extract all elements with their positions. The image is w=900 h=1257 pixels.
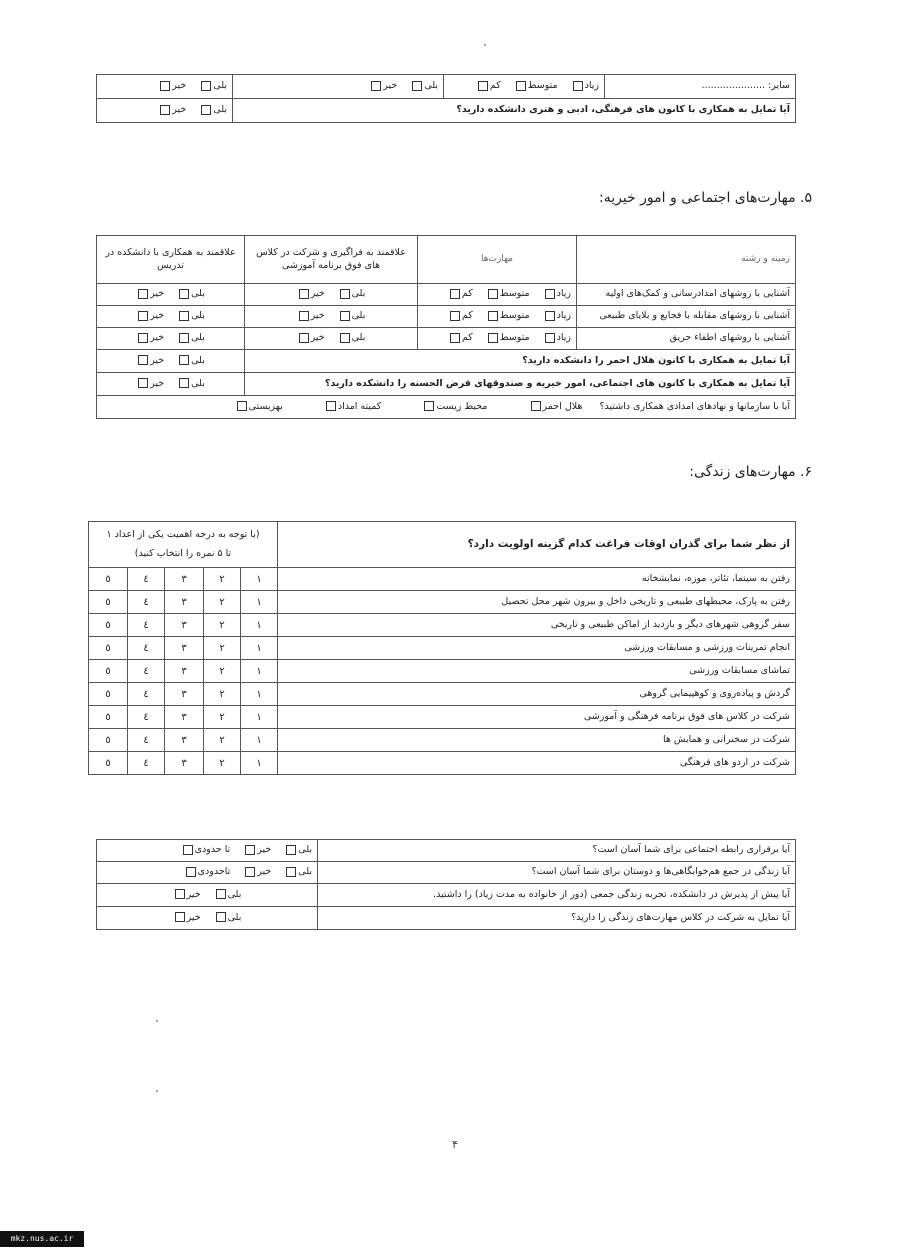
other-cell: سایر: ..................... bbox=[605, 75, 796, 99]
yes-no-options: بلی خیر bbox=[97, 373, 245, 396]
score-2[interactable]: ۲ bbox=[204, 729, 241, 752]
orgs-question-cell: آیا با سازمانها و نهادهای امدادی همکاری داشتید؟ هلال احمر محیط زیست کمیته امداد بهزیستی bbox=[97, 396, 796, 419]
score-1[interactable]: ۱ bbox=[241, 752, 278, 775]
activity-label: رفتن به سینما، تئاتر، موزه، نمایشخانه bbox=[278, 568, 796, 591]
question-cell: آیا تمایل به همکاری با کانون هلال احمر را دانشکده دارید؟ bbox=[245, 350, 796, 373]
row-label: آشنایی با روشهای اطفاء حریق bbox=[577, 328, 796, 350]
checkbox[interactable] bbox=[160, 81, 170, 91]
checkbox[interactable] bbox=[488, 333, 498, 343]
section-5-title: ۵. مهارت‌های اجتماعی و امور خیریه: bbox=[598, 190, 812, 206]
score-5[interactable]: ٥ bbox=[89, 568, 128, 591]
score-4[interactable]: ٤ bbox=[128, 614, 165, 637]
score-3[interactable]: ۳ bbox=[165, 568, 204, 591]
checkbox[interactable] bbox=[340, 289, 350, 299]
level-options: زیاد متوسط کم bbox=[418, 306, 577, 328]
score-3[interactable]: ۳ bbox=[165, 729, 204, 752]
score-2[interactable]: ۲ bbox=[204, 706, 241, 729]
scan-speck bbox=[484, 44, 486, 46]
section-6-title: ۶. مهارت‌های زندگی: bbox=[689, 464, 812, 480]
top-table bbox=[96, 74, 796, 123]
checkbox[interactable] bbox=[299, 289, 309, 299]
header-field: زمینه و رشته bbox=[577, 236, 796, 284]
score-2[interactable]: ۲ bbox=[204, 683, 241, 706]
header-learn: علاقمند به فراگیری و شرکت در کلاس های فوق برنامه آموزشی bbox=[245, 236, 418, 284]
score-1[interactable]: ۱ bbox=[241, 729, 278, 752]
question-cell: آیا پیش از پذیرش در دانشکده، تجربه زندگی جمعی (دور از خانواده به مدت زیاد) را داشتید. bbox=[318, 884, 796, 907]
score-2[interactable]: ۲ bbox=[204, 752, 241, 775]
activity-label: تماشای مسابقات ورزشی bbox=[278, 660, 796, 683]
question-cell: آیا تمایل به شرکت در کلاس مهارت‌های زندگی را دارید؟ bbox=[318, 907, 796, 930]
three-options: بلی خیر تا حدودی bbox=[97, 840, 318, 862]
yes-no-options: بلی خیر bbox=[97, 907, 318, 930]
checkbox[interactable] bbox=[424, 401, 434, 411]
score-3[interactable]: ۳ bbox=[165, 591, 204, 614]
checkbox[interactable] bbox=[216, 889, 226, 899]
yes-no-options: بلی خیر bbox=[245, 284, 418, 306]
level-options: زیاد متوسط کم bbox=[418, 284, 577, 306]
checkbox[interactable] bbox=[286, 845, 296, 855]
checkbox[interactable] bbox=[245, 867, 255, 877]
checkbox[interactable] bbox=[286, 867, 296, 877]
checkbox[interactable] bbox=[138, 289, 148, 299]
score-4[interactable]: ٤ bbox=[128, 591, 165, 614]
score-4[interactable]: ٤ bbox=[128, 752, 165, 775]
checkbox[interactable] bbox=[179, 355, 189, 365]
checkbox[interactable] bbox=[488, 289, 498, 299]
score-3[interactable]: ۳ bbox=[165, 752, 204, 775]
three-options: بلی خیر تاحدودی bbox=[97, 862, 318, 884]
checkbox[interactable] bbox=[201, 81, 211, 91]
score-5[interactable]: ٥ bbox=[89, 706, 128, 729]
yes-no-options: بلی خیر bbox=[97, 328, 245, 350]
scan-speck bbox=[156, 1020, 158, 1022]
priority-instruction: (با توجه به درجه اهمیت یکی از اعداد ۱ تا ۵ نمره را انتخاب کنید) bbox=[89, 522, 278, 568]
checkbox[interactable] bbox=[340, 311, 350, 321]
checkbox[interactable] bbox=[450, 333, 460, 343]
score-1[interactable]: ۱ bbox=[241, 683, 278, 706]
checkbox[interactable] bbox=[326, 401, 336, 411]
header-skills: مهارت‌ها bbox=[418, 236, 577, 284]
score-4[interactable]: ٤ bbox=[128, 660, 165, 683]
checkbox[interactable] bbox=[516, 81, 526, 91]
activity-label: رفتن به پارک، محیطهای طبیعی و تاریخی داخل و بیرون شهر محل تحصیل bbox=[278, 591, 796, 614]
checkbox[interactable] bbox=[175, 889, 185, 899]
score-1[interactable]: ۱ bbox=[241, 660, 278, 683]
activity-label: سفر گروهی شهرهای دیگر و بازدید از اماکن طبیعی و تاریخی bbox=[278, 614, 796, 637]
yes-no-options: بلی خیر bbox=[245, 306, 418, 328]
score-2[interactable]: ۲ bbox=[204, 660, 241, 683]
yes-no-options: بلی خیر bbox=[245, 328, 418, 350]
score-5[interactable]: ٥ bbox=[89, 660, 128, 683]
checkbox[interactable] bbox=[573, 81, 583, 91]
score-3[interactable]: ۳ bbox=[165, 683, 204, 706]
score-5[interactable]: ٥ bbox=[89, 591, 128, 614]
score-4[interactable]: ٤ bbox=[128, 568, 165, 591]
score-3[interactable]: ۳ bbox=[165, 637, 204, 660]
activity-label: شرکت در اردو های فرهنگی bbox=[278, 752, 796, 775]
score-4[interactable]: ٤ bbox=[128, 729, 165, 752]
score-5[interactable]: ٥ bbox=[89, 729, 128, 752]
checkbox[interactable] bbox=[299, 333, 309, 343]
yes-no-options: بلی خیر bbox=[97, 884, 318, 907]
row-label: آشنایی با روشهای امدادرسانی و کمک‌های اولیه bbox=[577, 284, 796, 306]
checkbox[interactable] bbox=[138, 311, 148, 321]
question-cell: آیا برقراری رابطه اجتماعی برای شما آسان است؟ bbox=[318, 840, 796, 862]
score-1[interactable]: ۱ bbox=[241, 637, 278, 660]
score-1[interactable]: ۱ bbox=[241, 568, 278, 591]
checkbox[interactable] bbox=[245, 845, 255, 855]
score-5[interactable]: ٥ bbox=[89, 752, 128, 775]
score-5[interactable]: ٥ bbox=[89, 614, 128, 637]
level-options: زیاد متوسط کم bbox=[444, 75, 605, 99]
checkbox[interactable] bbox=[340, 333, 350, 343]
score-4[interactable]: ٤ bbox=[128, 706, 165, 729]
score-2[interactable]: ۲ bbox=[204, 568, 241, 591]
checkbox[interactable] bbox=[412, 81, 422, 91]
checkbox[interactable] bbox=[179, 311, 189, 321]
score-1[interactable]: ۱ bbox=[241, 591, 278, 614]
checkbox[interactable] bbox=[450, 289, 460, 299]
score-4[interactable]: ٤ bbox=[128, 683, 165, 706]
question-cell: آیا تمایل به همکاری با کانون های اجتماعی، امور خیریه و صندوقهای قرض الحسنه را دانشکده دارید؟ bbox=[245, 373, 796, 396]
level-options: زیاد متوسط کم bbox=[418, 328, 577, 350]
checkbox[interactable] bbox=[488, 311, 498, 321]
bottom-table bbox=[96, 839, 796, 930]
yes-no-options: بلی خیر bbox=[97, 75, 233, 99]
checkbox[interactable] bbox=[478, 81, 488, 91]
score-1[interactable]: ۱ bbox=[241, 706, 278, 729]
checkbox[interactable] bbox=[138, 378, 148, 388]
yes-no-options: بلی خیر bbox=[97, 284, 245, 306]
score-1[interactable]: ۱ bbox=[241, 614, 278, 637]
priority-question: از نظر شما برای گذران اوقات فراغت کدام گزینه اولویت دارد؟ bbox=[278, 522, 796, 568]
checkbox[interactable] bbox=[216, 912, 226, 922]
yes-no-options: بلی خیر bbox=[233, 75, 444, 99]
score-4[interactable]: ٤ bbox=[128, 637, 165, 660]
yes-no-options: بلی خیر bbox=[97, 99, 233, 123]
footer-url-badge[interactable]: mkz.nus.ac.ir bbox=[0, 1231, 84, 1247]
row-label: آشنایی با روشهای مقابله با فجایع و بلایای طبیعی bbox=[577, 306, 796, 328]
checkbox[interactable] bbox=[160, 105, 170, 115]
checkbox[interactable] bbox=[179, 378, 189, 388]
score-3[interactable]: ۳ bbox=[165, 660, 204, 683]
scan-speck bbox=[156, 1090, 158, 1092]
section-6-table bbox=[88, 521, 796, 775]
yes-no-options: بلی خیر bbox=[97, 306, 245, 328]
activity-label: شرکت در سخنرانی و همایش ها bbox=[278, 729, 796, 752]
checkbox[interactable] bbox=[531, 401, 541, 411]
checkbox[interactable] bbox=[138, 355, 148, 365]
score-2[interactable]: ۲ bbox=[204, 614, 241, 637]
checkbox[interactable] bbox=[179, 333, 189, 343]
header-teach: علاقمند به همکاری با دانشکده در تدریس bbox=[97, 236, 245, 284]
checkbox[interactable] bbox=[237, 401, 247, 411]
activity-label: انجام تمرینات ورزشی و مسابقات ورزشی bbox=[278, 637, 796, 660]
section-5-table bbox=[96, 235, 796, 419]
score-2[interactable]: ۲ bbox=[204, 637, 241, 660]
checkbox[interactable] bbox=[371, 81, 381, 91]
checkbox[interactable] bbox=[545, 289, 555, 299]
yes-no-options: بلی خیر bbox=[97, 350, 245, 373]
checkbox[interactable] bbox=[186, 867, 196, 877]
checkbox[interactable] bbox=[175, 912, 185, 922]
score-2[interactable]: ۲ bbox=[204, 591, 241, 614]
question-cell: آیا تمایل به همکاری با کانون های فرهنگی، ادبی و هنری دانشکده دارید؟ bbox=[233, 99, 796, 123]
checkbox[interactable] bbox=[299, 311, 309, 321]
checkbox[interactable] bbox=[545, 311, 555, 321]
score-5[interactable]: ٥ bbox=[89, 683, 128, 706]
activity-label: گردش و پیاده‌روی و کوهپیمایی گروهی bbox=[278, 683, 796, 706]
score-3[interactable]: ۳ bbox=[165, 614, 204, 637]
checkbox[interactable] bbox=[201, 105, 211, 115]
checkbox[interactable] bbox=[138, 333, 148, 343]
checkbox[interactable] bbox=[450, 311, 460, 321]
checkbox[interactable] bbox=[179, 289, 189, 299]
activity-label: شرکت در کلاس های فوق برنامه فرهنگی و آموزشی bbox=[278, 706, 796, 729]
checkbox[interactable] bbox=[183, 845, 193, 855]
page-number: ۴ bbox=[452, 1138, 458, 1151]
question-cell: آیا زندگی در جمع هم‌خوابگاهی‌ها و دوستان برای شما آسان است؟ bbox=[318, 862, 796, 884]
score-5[interactable]: ٥ bbox=[89, 637, 128, 660]
score-3[interactable]: ۳ bbox=[165, 706, 204, 729]
checkbox[interactable] bbox=[545, 333, 555, 343]
